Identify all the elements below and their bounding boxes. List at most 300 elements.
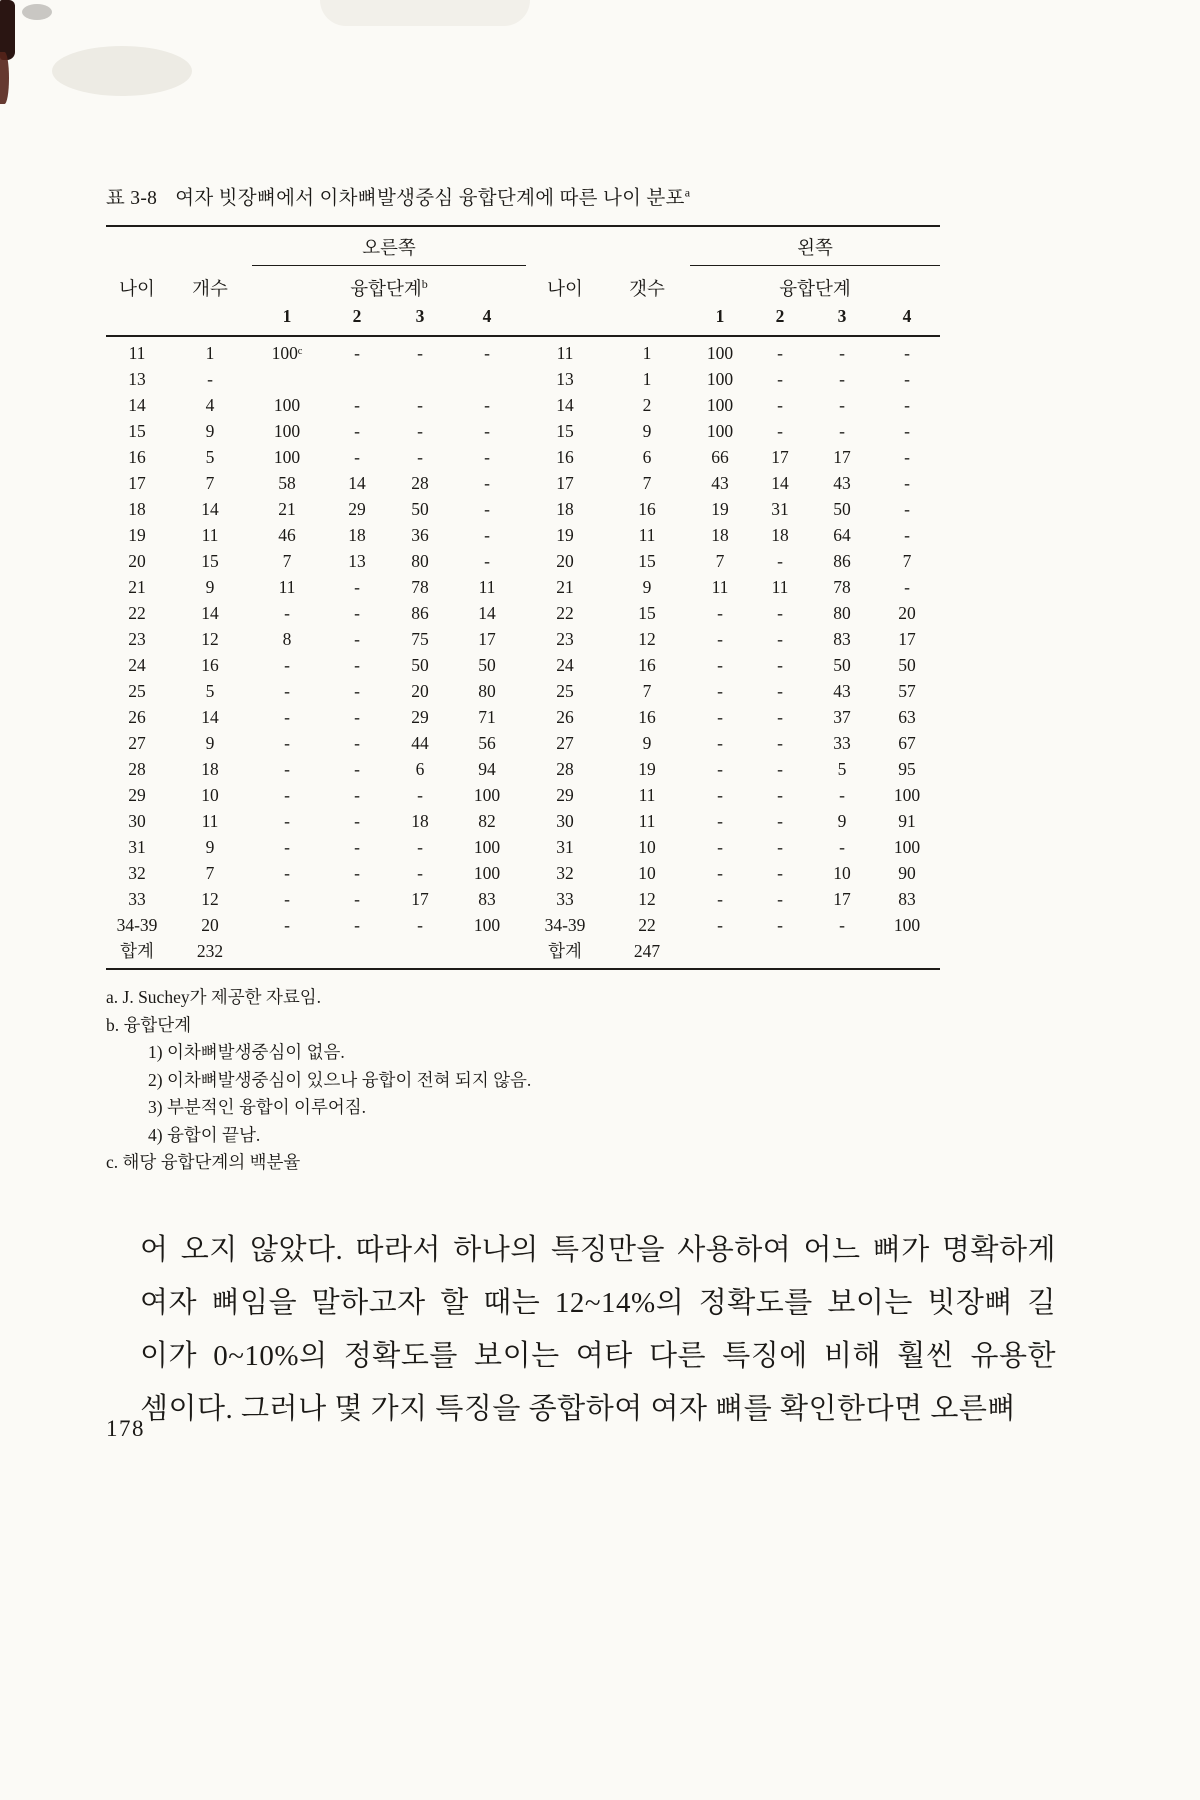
- table-footnotes: [106, 984, 1116, 1177]
- table-cell: -: [417, 421, 423, 441]
- table-cell: 23: [556, 629, 574, 649]
- header-count-right: 개수: [192, 280, 228, 300]
- table-cell: -: [354, 785, 360, 805]
- stage-column-left-3: 3: [837, 306, 847, 326]
- table-cell: 20: [411, 681, 429, 701]
- table-cell: 80: [411, 551, 429, 571]
- table-cell: 100: [893, 837, 921, 857]
- table-caption: [106, 182, 1116, 210]
- table-cell: 22: [556, 603, 574, 623]
- table-cell: [392, 366, 448, 392]
- table-cell: 11: [638, 811, 656, 831]
- table-cell: [448, 366, 526, 392]
- table-cell: -: [777, 837, 783, 857]
- table-cell: 20: [898, 603, 916, 623]
- table-cell: -: [284, 785, 290, 805]
- table-cell: -: [839, 395, 845, 415]
- table-cell: -: [717, 733, 723, 753]
- table-cell: -: [839, 421, 845, 441]
- table-cell: -: [777, 421, 783, 441]
- table-cell: 11: [711, 577, 729, 597]
- table-cell: 13: [128, 369, 146, 389]
- table-cell: 78: [411, 577, 429, 597]
- table-cell: -: [904, 447, 910, 467]
- footnote-b-item-1: 1) 이차뼈발생중심이 없음.: [148, 1042, 345, 1062]
- table-cell: 100: [473, 863, 501, 883]
- table-cell: 14: [478, 603, 496, 623]
- table-cell: 16: [556, 447, 574, 467]
- table-cell: -: [777, 785, 783, 805]
- table-cell: -: [354, 837, 360, 857]
- table-cell: -: [284, 915, 290, 935]
- table-cell: -: [354, 395, 360, 415]
- table-cell: 46: [278, 525, 296, 545]
- table-cell: -: [839, 369, 845, 389]
- table-cell: 6: [642, 447, 652, 467]
- header-stage-right-label: 융합단계: [350, 280, 422, 300]
- table-cell: 9: [642, 733, 652, 753]
- table-cell: -: [417, 785, 423, 805]
- table-row: [106, 496, 940, 522]
- table-cell: 19: [638, 759, 656, 779]
- table-cell: 100: [706, 395, 734, 415]
- table-cell: -: [354, 603, 360, 623]
- table-cell: 63: [898, 707, 916, 727]
- footnote-b-item-3: 3) 부분적인 융합이 이루어짐.: [148, 1097, 367, 1117]
- table-cell: 17: [833, 447, 851, 467]
- table-cell: -: [777, 707, 783, 727]
- table-cell: -: [777, 681, 783, 701]
- table-cell: 57: [898, 681, 916, 701]
- scan-artifact: [0, 52, 9, 104]
- table-cell: -: [354, 733, 360, 753]
- table-cell: 43: [833, 681, 851, 701]
- table-cell: 50: [411, 655, 429, 675]
- table-cell: [750, 938, 810, 964]
- table-cell: -: [354, 915, 360, 935]
- table-row: [106, 912, 940, 938]
- table-cell: -: [717, 785, 723, 805]
- table-cell: 36: [411, 525, 429, 545]
- table-cell: 27: [128, 733, 146, 753]
- stage-column-right-4: 4: [482, 306, 492, 326]
- table-cell: 7: [205, 473, 215, 493]
- table-cell: 100: [893, 785, 921, 805]
- header-count-left: 갯수: [629, 280, 665, 300]
- table-cell: 4: [205, 395, 215, 415]
- table-cell: 7: [642, 473, 652, 493]
- table-cell: 56: [478, 733, 496, 753]
- table-cell: -: [717, 655, 723, 675]
- paragraph-line: 어 오지 않았다. 따라서 하나의 특징만을 사용하여 어느 뼈가 명확하게: [140, 1233, 1056, 1266]
- table-cell: 94: [478, 759, 496, 779]
- table-cell: -: [354, 811, 360, 831]
- table-cell: 1: [642, 369, 652, 389]
- table-cell: 18: [348, 525, 366, 545]
- table-cell: 232: [196, 941, 224, 961]
- table-cell: 15: [556, 421, 574, 441]
- table-row: [106, 444, 940, 470]
- header-stage-left: 융합단계: [779, 280, 851, 300]
- table-cell: -: [417, 395, 423, 415]
- table-cell: -: [484, 473, 490, 493]
- column-group-right-label: 오른쪽: [362, 239, 416, 259]
- table-cell: 44: [411, 733, 429, 753]
- table-cell: -: [354, 655, 360, 675]
- table-cell: -: [777, 655, 783, 675]
- table-cell: 83: [898, 889, 916, 909]
- stage-column-left-4: 4: [902, 306, 912, 326]
- table-cell: 12: [638, 629, 656, 649]
- table-cell: -: [354, 421, 360, 441]
- table-cell: 14: [348, 473, 366, 493]
- table-cell: 14: [201, 603, 219, 623]
- table-cell: 43: [711, 473, 729, 493]
- footnote-marker-b: b: [421, 276, 428, 291]
- table-cell: 16: [128, 447, 146, 467]
- table-cell: -: [904, 395, 910, 415]
- table-cell: 18: [556, 499, 574, 519]
- table-cell: 28: [128, 759, 146, 779]
- table-cell: 15: [638, 551, 656, 571]
- table-cell: -: [417, 863, 423, 883]
- table-cell: -: [904, 577, 910, 597]
- table-cell: 5: [837, 759, 847, 779]
- table-cell: 80: [833, 603, 851, 623]
- table-cell: 24: [556, 655, 574, 675]
- table-row: [106, 704, 940, 730]
- table-cell: 26: [556, 707, 574, 727]
- page-number: 178: [106, 1416, 145, 1441]
- table-cell: 11: [556, 343, 574, 363]
- table-cell: 34-39: [544, 915, 586, 935]
- table-row: [106, 418, 940, 444]
- footnote-b: b. 융합단계: [106, 1014, 192, 1035]
- table-cell: -: [484, 525, 490, 545]
- table-cell: -: [717, 759, 723, 779]
- table-cell: 10: [638, 837, 656, 857]
- table-cell: -: [904, 343, 910, 363]
- table-cell: 16: [638, 499, 656, 519]
- column-group-right: [252, 227, 526, 266]
- table-cell: 19: [128, 525, 146, 545]
- table-cell: -: [354, 577, 360, 597]
- table-row: [106, 600, 940, 626]
- data-table: [106, 225, 940, 970]
- table-cell: -: [777, 759, 783, 779]
- table-cell: 28: [411, 473, 429, 493]
- table-cell: -: [777, 863, 783, 883]
- table-cell: -: [904, 499, 910, 519]
- table-cell: 11: [201, 811, 219, 831]
- stage-column-right-2: 2: [352, 306, 362, 326]
- table-cell: 7: [642, 681, 652, 701]
- table-rule-bottom: [106, 968, 940, 970]
- table-cell: [322, 938, 392, 964]
- table-cell: 21: [128, 577, 146, 597]
- table-cell: 100: [273, 447, 301, 467]
- table-row: [106, 808, 940, 834]
- table-cell: -: [417, 915, 423, 935]
- table-cell: -: [777, 603, 783, 623]
- table-cell: -: [777, 395, 783, 415]
- table-cell: 14: [201, 499, 219, 519]
- table-row: [106, 678, 940, 704]
- table-cell: -: [284, 707, 290, 727]
- table-cell: -: [484, 421, 490, 441]
- table-cell: 100: [706, 421, 734, 441]
- table-row: [106, 730, 940, 756]
- table-cell: -: [284, 603, 290, 623]
- table-cell: 17: [556, 473, 574, 493]
- table-cell: -: [354, 863, 360, 883]
- table-cell: 31: [556, 837, 574, 857]
- table-cell: [448, 938, 526, 964]
- table-cell: 11: [771, 577, 789, 597]
- table-cell: 28: [556, 759, 574, 779]
- table-cell: 17: [128, 473, 146, 493]
- table-cell: 13: [556, 369, 574, 389]
- table-cell: [690, 938, 750, 964]
- table-cell: 16: [201, 655, 219, 675]
- table-cell: -: [284, 733, 290, 753]
- table-cell: 17: [833, 889, 851, 909]
- table-cell: 22: [638, 915, 656, 935]
- table-cell: 83: [478, 889, 496, 909]
- table-cell: -: [354, 707, 360, 727]
- table-cell: 9: [205, 837, 215, 857]
- table-cell: [322, 366, 392, 392]
- table-cell: 1: [642, 343, 652, 363]
- table-cell: 247: [633, 941, 661, 961]
- table-row: [106, 938, 940, 964]
- table-cell: 78: [833, 577, 851, 597]
- table-cell: 23: [128, 629, 146, 649]
- table-cell: [252, 366, 322, 392]
- table-cell: 33: [128, 889, 146, 909]
- table-cell: [252, 938, 322, 964]
- table-cell: 43: [833, 473, 851, 493]
- table-cell: 32: [556, 863, 574, 883]
- table-row: [106, 756, 940, 782]
- table-cell: 20: [556, 551, 574, 571]
- table-cell: -: [777, 369, 783, 389]
- table-cell: -: [354, 759, 360, 779]
- table-row: [106, 652, 940, 678]
- table-cell: 17: [771, 447, 789, 467]
- table-row: [106, 782, 940, 808]
- table-cell: 27: [556, 733, 574, 753]
- table-cell: 11: [478, 577, 496, 597]
- table-cell: -: [284, 889, 290, 909]
- stage-column-right-3: 3: [415, 306, 425, 326]
- table-cell: 30: [556, 811, 574, 831]
- table-cell: -: [777, 811, 783, 831]
- table-cell: 64: [833, 525, 851, 545]
- table-cell: 71: [478, 707, 496, 727]
- table-cell: 100: [273, 395, 301, 415]
- table-cell: 20: [128, 551, 146, 571]
- header-age-left: 나이: [547, 280, 583, 300]
- page-content: [106, 182, 1116, 1436]
- table-cell: 58: [278, 473, 296, 493]
- table-cell: -: [777, 889, 783, 909]
- scan-artifact: [22, 4, 52, 20]
- table-cell: -: [717, 889, 723, 909]
- table-cell: -: [354, 889, 360, 909]
- table-cell: -: [284, 681, 290, 701]
- table-cell: 24: [128, 655, 146, 675]
- table-cell: -: [354, 343, 360, 363]
- table-cell: 9: [205, 577, 215, 597]
- table-cell: 50: [833, 655, 851, 675]
- table-cell: 12: [201, 889, 219, 909]
- paragraph-line: 이가 0~10%의 정확도를 보이는 여타 다른 특징에 비해 훨씬 유용한: [140, 1339, 1056, 1372]
- table-cell: 29: [411, 707, 429, 727]
- table-row: [106, 834, 940, 860]
- table-cell: 50: [833, 499, 851, 519]
- table-cell: 7: [205, 863, 215, 883]
- table-cell: 19: [711, 499, 729, 519]
- table-cell: 100: [473, 915, 501, 935]
- table-cell: -: [284, 811, 290, 831]
- table-cell: 100: [893, 915, 921, 935]
- table-cell: 7: [715, 551, 725, 571]
- table-cell: -: [904, 369, 910, 389]
- table-cell: -: [484, 343, 490, 363]
- table-cell: 100: [706, 343, 734, 363]
- table-cell: 13: [348, 551, 366, 571]
- table-cell: 86: [833, 551, 851, 571]
- footnote-b-item-2: 2) 이차뼈발생중심이 있으나 융합이 전혀 되지 않음.: [148, 1069, 532, 1090]
- table-cell: 21: [556, 577, 574, 597]
- paragraph-line: 셈이다. 그러나 몇 가지 특징을 종합하여 여자 뼈를 확인한다면 오른뼈: [140, 1392, 1016, 1425]
- table-cell: 83: [833, 629, 851, 649]
- table-cell: 9: [642, 577, 652, 597]
- table-cell: 10: [201, 785, 219, 805]
- scan-artifact: [320, 0, 530, 26]
- table-cell: 14: [201, 707, 219, 727]
- table-cell: -: [354, 681, 360, 701]
- table-cell: -: [777, 343, 783, 363]
- footnote-a: a. J. Suchey가 제공한 자료임.: [106, 987, 322, 1007]
- table-cell: -: [484, 395, 490, 415]
- table-cell: 12: [638, 889, 656, 909]
- table-cell: 100: [706, 369, 734, 389]
- table-cell: 91: [898, 811, 916, 831]
- table-cell: -: [839, 343, 845, 363]
- table-cell: 100: [273, 421, 301, 441]
- table-cell: 15: [638, 603, 656, 623]
- table-cell: 15: [201, 551, 219, 571]
- table-cell: 33: [556, 889, 574, 909]
- scan-artifact: [52, 46, 192, 96]
- table-cell: 75: [411, 629, 429, 649]
- table-row: [106, 548, 940, 574]
- table-cell: 29: [348, 499, 366, 519]
- table-cell: 10: [833, 863, 851, 883]
- table-cell: 100ᶜ: [271, 343, 303, 363]
- table-cell: -: [284, 655, 290, 675]
- table-cell: -: [354, 629, 360, 649]
- table-cell: 합계: [548, 941, 582, 961]
- scan-artifact: [0, 0, 15, 60]
- body-paragraph: [140, 1224, 1056, 1436]
- table-cell: 2: [642, 395, 652, 415]
- table-cell: -: [717, 707, 723, 727]
- table-cell: 18: [411, 811, 429, 831]
- table-cell: 30: [128, 811, 146, 831]
- table-cell: 16: [638, 707, 656, 727]
- footnote-b-item-4: 4) 융합이 끝남.: [148, 1124, 261, 1145]
- table-cell: 18: [128, 499, 146, 519]
- header-age-right: 나이: [119, 280, 155, 300]
- table-cell: 50: [898, 655, 916, 675]
- table-row: [106, 340, 940, 366]
- table-cell: 29: [128, 785, 146, 805]
- table-cell: -: [284, 759, 290, 779]
- table-cell: -: [484, 499, 490, 519]
- table-cell: -: [777, 915, 783, 935]
- column-group-left: [690, 227, 940, 266]
- table-cell: 86: [411, 603, 429, 623]
- table-cell: 26: [128, 707, 146, 727]
- table-cell: -: [777, 551, 783, 571]
- table-cell: 6: [415, 759, 425, 779]
- stage-column-left-2: 2: [775, 306, 785, 326]
- table-cell: 100: [473, 837, 501, 857]
- column-group-left-label: 왼쪽: [797, 239, 833, 259]
- table-cell: 14: [556, 395, 574, 415]
- table-cell: 5: [205, 447, 215, 467]
- table-cell: 11: [128, 343, 146, 363]
- table-cell: 67: [898, 733, 916, 753]
- table-cell: 95: [898, 759, 916, 779]
- table-cell: -: [417, 343, 423, 363]
- table-row: [106, 574, 940, 600]
- table-cell: -: [484, 447, 490, 467]
- table-cell: 12: [201, 629, 219, 649]
- table-cell: 31: [128, 837, 146, 857]
- table-cell: 25: [128, 681, 146, 701]
- table-cell: 합계: [120, 941, 154, 961]
- table-cell: 82: [478, 811, 496, 831]
- paragraph-line: 여자 뼈임을 말하고자 할 때는 12~14%의 정확도를 보이는 빗장뼈 길: [140, 1286, 1056, 1319]
- table-cell: 11: [278, 577, 296, 597]
- table-cell: -: [717, 915, 723, 935]
- table-cell: -: [777, 629, 783, 649]
- footnote-marker-a: a: [684, 185, 691, 200]
- table-row: [106, 522, 940, 548]
- table-cell: 34-39: [116, 915, 158, 935]
- table-cell: 50: [411, 499, 429, 519]
- table-row: [106, 366, 940, 392]
- table-caption-text: 여자 빗장뼈에서 이차뼈발생중심 융합단계에 따른 나이 분포: [175, 188, 685, 209]
- table-cell: -: [284, 837, 290, 857]
- table-cell: 14: [128, 395, 146, 415]
- table-cell: 9: [837, 811, 847, 831]
- table-cell: -: [717, 603, 723, 623]
- table-cell: 9: [205, 733, 215, 753]
- table-cell: -: [717, 837, 723, 857]
- table-cell: 10: [638, 863, 656, 883]
- table-cell: 29: [556, 785, 574, 805]
- table-number: 표 3-8: [106, 188, 158, 209]
- table-cell: 80: [478, 681, 496, 701]
- table-cell: 90: [898, 863, 916, 883]
- table-cell: 11: [201, 525, 219, 545]
- header-stage-right: [252, 266, 526, 301]
